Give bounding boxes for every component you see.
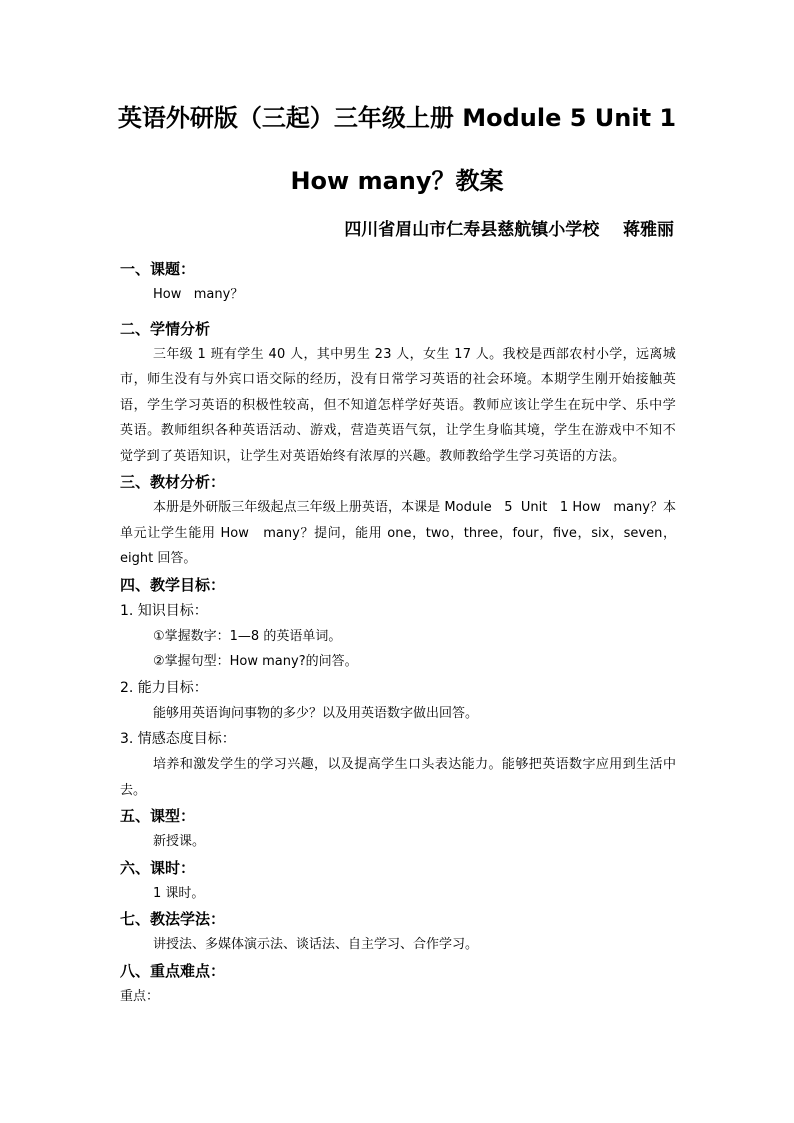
section-heading-class-hours: 六、课时： <box>120 858 196 877</box>
knowledge-goals-label: 1. 知识目标： <box>120 602 208 619</box>
ability-goal-item: 能够用英语询问事物的多少？以及用英语数字做出回答。 <box>153 705 479 721</box>
section-heading-material-analysis: 三、教材分析： <box>120 473 226 491</box>
class-hours-text: 1 课时。 <box>153 885 205 901</box>
section-heading-student-analysis: 二、学情分析 <box>120 319 211 338</box>
document-body <box>120 256 676 1009</box>
section-heading-lesson-type: 五、课型： <box>120 807 196 825</box>
key-points-label: 重点： <box>120 988 160 1004</box>
document-title-line-2: How many？教案 <box>290 167 504 195</box>
document-title-line-1: 英语外研版（三起）三年级上册 Module 5 Unit 1 <box>117 104 677 132</box>
attitude-goal-paragraph: 培养和激发学生的学习兴趣，以及提高学生口头表达能力。能够把英语数字应用到生活中去。 <box>120 757 676 798</box>
section-heading-topic: 一、课题： <box>120 260 196 278</box>
ability-goals-label: 2. 能力目标： <box>120 679 208 696</box>
lesson-type-text: 新授课。 <box>153 834 206 849</box>
section-heading-methods: 七、教法学法： <box>120 910 226 928</box>
knowledge-goal-item: ②掌握句型：How many?的问答。 <box>153 654 358 669</box>
knowledge-goal-item: ①掌握数字：1—8 的英语单词。 <box>153 628 342 644</box>
material-analysis-paragraph: 本册是外研版三年级起点三年级上册英语，本课是 Module 5 Unit 1 How many？本单元让学生能用 How many？提问，能用 one，two，three，four，five，six，seven，eight 回答。 <box>120 500 676 566</box>
section-heading-teaching-goals: 四、教学目标： <box>120 575 226 594</box>
student-analysis-paragraph: 三年级 1 班有学生 40 人，其中男生 23 人，女生 17 人。我校是西部农村小学，远离城市，师生没有与外宾口语交际的经历，没有日常学习英语的社会环境。本期学生刚开始接触英语，学生学习英语的积极性较高，但不知道怎样学好英语。教师应该让学生在玩中学、乐中学英语。教师组织各种英语活动、游戏，营造英语气氛，让学生身临其境，学生在游戏中不知不觉学到了英语知识，让学生对英语始终有浓厚的兴趣。教师教给学生学习英语的方法。 <box>120 346 676 464</box>
section-heading-key-points: 八、重点难点： <box>120 961 226 980</box>
attitude-goals-label: 3. 情感态度目标： <box>120 731 236 747</box>
author-line: 四川省眉山市仁寿县慈航镇小学校 蒋雅丽 <box>344 220 674 240</box>
methods-text: 讲授法、多媒体演示法、谈话法、自主学习、合作学习。 <box>153 937 479 952</box>
topic-text: How many？ <box>153 287 244 302</box>
